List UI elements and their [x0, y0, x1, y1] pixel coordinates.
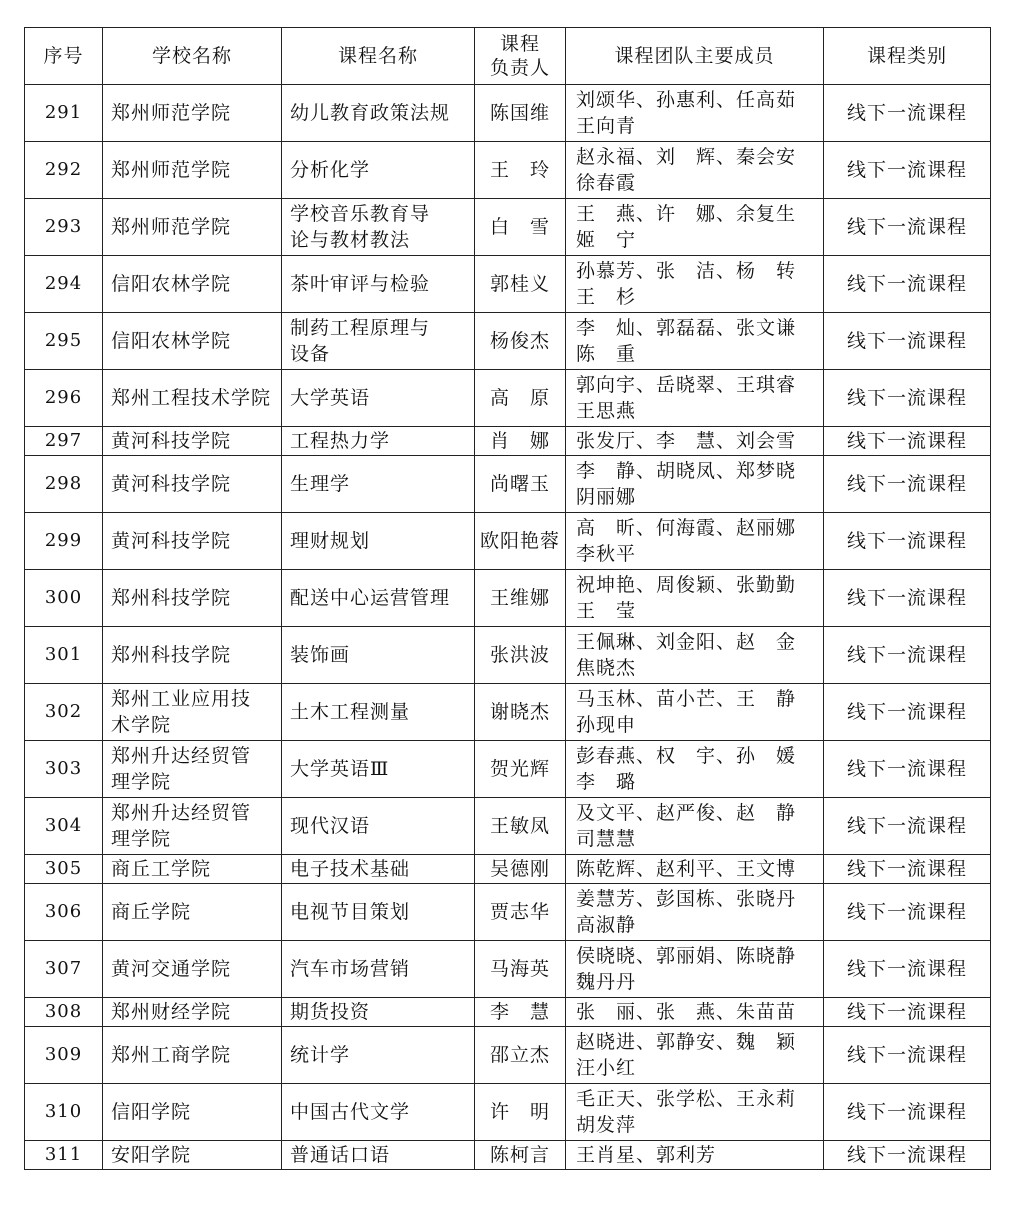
team-members-line: 侯晓晓、郭丽娟、陈晓静	[576, 945, 797, 967]
team-members-line: 张 丽、张 燕、朱苗苗	[576, 1001, 797, 1023]
course-lead: 贾志华	[475, 884, 566, 941]
course-name-line: 中国古代文学	[290, 1101, 411, 1123]
row-number: 296	[25, 370, 103, 427]
team-members-line: 王 燕、许 娜、余复生	[576, 203, 797, 225]
course-type: 线下一流课程	[824, 199, 991, 256]
team-members-line: 孙慕芳、张 洁、杨 转	[576, 260, 797, 282]
table-row	[25, 256, 991, 313]
school-name-line: 术学院	[111, 714, 172, 736]
team-members-line: 彭春燕、权 宇、孙 媛	[576, 745, 797, 767]
course-name-line: 论与教材教法	[290, 229, 411, 251]
school-name-line: 黄河科技学院	[111, 473, 232, 495]
school-name-line: 黄河科技学院	[111, 430, 232, 452]
course-name-line: 理财规划	[290, 530, 371, 552]
team-members	[566, 427, 824, 456]
course-lead: 肖 娜	[475, 427, 566, 456]
course-type: 线下一流课程	[824, 1141, 991, 1170]
course-name-line: 大学英语Ⅲ	[290, 758, 390, 780]
school-name	[103, 941, 282, 998]
school-name-line: 郑州工程技术学院	[111, 387, 272, 409]
course-type: 线下一流课程	[824, 941, 991, 998]
team-members-line: 孙现申	[576, 714, 637, 736]
team-members-line: 祝坤艳、周俊颖、张勤勤	[576, 574, 797, 596]
team-members	[566, 798, 824, 855]
course-name-line: 现代汉语	[290, 815, 371, 837]
school-name-line: 郑州师范学院	[111, 216, 232, 238]
team-members	[566, 884, 824, 941]
row-number: 308	[25, 998, 103, 1027]
course-name	[282, 884, 475, 941]
team-members-line: 李 静、胡晓凤、郑梦晓	[576, 460, 797, 482]
course-lead: 高 原	[475, 370, 566, 427]
team-members	[566, 513, 824, 570]
course-name	[282, 627, 475, 684]
course-name-line: 装饰画	[290, 644, 351, 666]
table-row	[25, 998, 991, 1027]
table-row	[25, 513, 991, 570]
course-lead: 欧阳艳蓉	[475, 513, 566, 570]
course-lead: 贺光辉	[475, 741, 566, 798]
course-name	[282, 370, 475, 427]
team-members-line: 王 杉	[576, 286, 637, 308]
course-name	[282, 513, 475, 570]
row-number: 300	[25, 570, 103, 627]
team-members-line: 李 灿、郭磊磊、张文谦	[576, 317, 797, 339]
team-members	[566, 85, 824, 142]
row-number: 309	[25, 1027, 103, 1084]
school-name-line: 郑州工商学院	[111, 1044, 232, 1066]
header-lead	[475, 28, 566, 85]
school-name	[103, 313, 282, 370]
team-members-line: 焦晓杰	[576, 657, 637, 679]
team-members	[566, 684, 824, 741]
course-lead: 郭桂义	[475, 256, 566, 313]
team-members-line: 李 璐	[576, 771, 637, 793]
row-number: 295	[25, 313, 103, 370]
header-members: 课程团队主要成员	[566, 28, 824, 85]
table-row	[25, 627, 991, 684]
school-name-line: 郑州升达经贸管	[111, 745, 252, 767]
team-members-line: 及文平、赵严俊、赵 静	[576, 802, 797, 824]
school-name-line: 安阳学院	[111, 1144, 192, 1166]
course-type: 线下一流课程	[824, 998, 991, 1027]
row-number: 304	[25, 798, 103, 855]
table-row	[25, 427, 991, 456]
header-row	[25, 28, 991, 85]
team-members-line: 汪小红	[576, 1057, 637, 1079]
table-row	[25, 1141, 991, 1170]
course-name-line: 生理学	[290, 473, 351, 495]
school-name	[103, 513, 282, 570]
school-name-line: 郑州科技学院	[111, 587, 232, 609]
team-members-line: 胡发萍	[576, 1114, 637, 1136]
course-lead: 王 玲	[475, 142, 566, 199]
course-name	[282, 313, 475, 370]
team-members-line: 赵永福、刘 辉、秦会安	[576, 146, 797, 168]
school-name	[103, 85, 282, 142]
school-name	[103, 684, 282, 741]
row-number: 303	[25, 741, 103, 798]
course-type: 线下一流课程	[824, 256, 991, 313]
course-name-line: 配送中心运营管理	[290, 587, 451, 609]
course-name-line: 汽车市场营销	[290, 958, 411, 980]
school-name-line: 郑州师范学院	[111, 159, 232, 181]
school-name-line: 商丘工学院	[111, 858, 212, 880]
course-type: 线下一流课程	[824, 884, 991, 941]
team-members-line: 王肖星、郭利芳	[576, 1144, 717, 1166]
course-type: 线下一流课程	[824, 370, 991, 427]
course-name-line: 统计学	[290, 1044, 351, 1066]
course-type: 线下一流课程	[824, 570, 991, 627]
row-number: 292	[25, 142, 103, 199]
school-name	[103, 884, 282, 941]
team-members-line: 陈 重	[576, 343, 637, 365]
course-type: 线下一流课程	[824, 142, 991, 199]
row-number: 306	[25, 884, 103, 941]
course-type: 线下一流课程	[824, 1027, 991, 1084]
row-number: 307	[25, 941, 103, 998]
school-name-line: 郑州财经学院	[111, 1001, 232, 1023]
course-lead: 尚曙玉	[475, 456, 566, 513]
row-number: 293	[25, 199, 103, 256]
row-number: 298	[25, 456, 103, 513]
team-members-line: 郭向宇、岳晓翠、王琪睿	[576, 374, 797, 396]
course-type: 线下一流课程	[824, 855, 991, 884]
table-row	[25, 941, 991, 998]
team-members	[566, 627, 824, 684]
course-name	[282, 1084, 475, 1141]
team-members	[566, 1084, 824, 1141]
school-name	[103, 627, 282, 684]
course-name-line: 大学英语	[290, 387, 371, 409]
course-name	[282, 684, 475, 741]
row-number: 305	[25, 855, 103, 884]
header-lead-line: 课程	[499, 33, 540, 55]
team-members	[566, 998, 824, 1027]
school-name-line: 商丘学院	[111, 901, 192, 923]
course-lead: 白 雪	[475, 199, 566, 256]
school-name-line: 信阳农林学院	[111, 330, 232, 352]
header-no: 序号	[25, 28, 103, 85]
team-members-line: 王思燕	[576, 400, 637, 422]
course-name	[282, 1141, 475, 1170]
team-members	[566, 199, 824, 256]
course-name-line: 分析化学	[290, 159, 371, 181]
team-members-line: 张发厅、李 慧、刘会雪	[576, 430, 797, 452]
course-lead: 邵立杰	[475, 1027, 566, 1084]
course-table	[24, 27, 991, 1170]
row-number: 302	[25, 684, 103, 741]
course-type: 线下一流课程	[824, 456, 991, 513]
header-school: 学校名称	[103, 28, 282, 85]
team-members	[566, 313, 824, 370]
team-members	[566, 456, 824, 513]
row-number: 297	[25, 427, 103, 456]
table-row	[25, 684, 991, 741]
course-name-line: 普通话口语	[290, 1144, 391, 1166]
course-lead: 许 明	[475, 1084, 566, 1141]
table-row	[25, 855, 991, 884]
course-lead: 吴德刚	[475, 855, 566, 884]
table-body	[25, 85, 991, 1170]
team-members-line: 高淑静	[576, 914, 637, 936]
course-type: 线下一流课程	[824, 427, 991, 456]
school-name	[103, 570, 282, 627]
team-members-line: 王佩琳、刘金阳、赵 金	[576, 631, 797, 653]
team-members-line: 司慧慧	[576, 828, 637, 850]
header-course: 课程名称	[282, 28, 475, 85]
course-name	[282, 199, 475, 256]
course-type: 线下一流课程	[824, 627, 991, 684]
team-members-line: 毛正天、张学松、王永莉	[576, 1088, 797, 1110]
school-name-line: 郑州师范学院	[111, 102, 232, 124]
table-row	[25, 456, 991, 513]
table-row	[25, 570, 991, 627]
course-lead: 杨俊杰	[475, 313, 566, 370]
course-lead: 李 慧	[475, 998, 566, 1027]
course-name	[282, 998, 475, 1027]
course-type: 线下一流课程	[824, 798, 991, 855]
school-name-line: 黄河科技学院	[111, 530, 232, 552]
team-members-line: 李秋平	[576, 543, 637, 565]
course-name	[282, 85, 475, 142]
school-name-line: 郑州科技学院	[111, 644, 232, 666]
course-type: 线下一流课程	[824, 684, 991, 741]
team-members	[566, 370, 824, 427]
course-name	[282, 741, 475, 798]
course-name	[282, 456, 475, 513]
course-name	[282, 855, 475, 884]
table-row	[25, 741, 991, 798]
school-name-line: 信阳农林学院	[111, 273, 232, 295]
course-name	[282, 798, 475, 855]
school-name	[103, 456, 282, 513]
team-members-line: 姬 宁	[576, 229, 637, 251]
school-name	[103, 1084, 282, 1141]
school-name-line: 理学院	[111, 828, 172, 850]
team-members-line: 高 昕、何海霞、赵丽娜	[576, 517, 797, 539]
team-members-line: 马玉林、苗小芒、王 静	[576, 688, 797, 710]
table-row	[25, 370, 991, 427]
course-name	[282, 1027, 475, 1084]
row-number: 311	[25, 1141, 103, 1170]
header-lead-line: 负责人	[489, 57, 550, 79]
team-members-line: 王向青	[576, 115, 637, 137]
team-members-line: 王 莹	[576, 600, 637, 622]
course-name-line: 设备	[290, 343, 331, 365]
school-name	[103, 427, 282, 456]
table-row	[25, 884, 991, 941]
course-lead: 张洪波	[475, 627, 566, 684]
school-name	[103, 142, 282, 199]
team-members	[566, 941, 824, 998]
course-type: 线下一流课程	[824, 85, 991, 142]
team-members-line: 徐春霞	[576, 172, 637, 194]
course-lead: 王敏凤	[475, 798, 566, 855]
course-name-line: 幼儿教育政策法规	[290, 102, 451, 124]
course-lead: 陈国维	[475, 85, 566, 142]
course-type: 线下一流课程	[824, 513, 991, 570]
school-name-line: 黄河交通学院	[111, 958, 232, 980]
course-lead: 陈柯言	[475, 1141, 566, 1170]
team-members	[566, 142, 824, 199]
course-lead: 谢晓杰	[475, 684, 566, 741]
course-type: 线下一流课程	[824, 741, 991, 798]
school-name	[103, 798, 282, 855]
course-name	[282, 570, 475, 627]
school-name-line: 郑州工业应用技	[111, 688, 252, 710]
table-row	[25, 313, 991, 370]
team-members-line: 赵晓进、郭静安、魏 颖	[576, 1031, 797, 1053]
team-members-line: 魏丹丹	[576, 971, 637, 993]
row-number: 294	[25, 256, 103, 313]
school-name	[103, 370, 282, 427]
row-number: 310	[25, 1084, 103, 1141]
table-row	[25, 85, 991, 142]
school-name-line: 理学院	[111, 771, 172, 793]
team-members	[566, 1141, 824, 1170]
row-number: 299	[25, 513, 103, 570]
team-members-line: 姜慧芳、彭国栋、张晓丹	[576, 888, 797, 910]
course-name-line: 学校音乐教育导	[290, 203, 431, 225]
school-name	[103, 1027, 282, 1084]
table-row	[25, 798, 991, 855]
course-name	[282, 427, 475, 456]
row-number: 291	[25, 85, 103, 142]
school-name-line: 信阳学院	[111, 1101, 192, 1123]
team-members-line: 陈乾辉、赵利平、王文博	[576, 858, 797, 880]
team-members	[566, 741, 824, 798]
header-type: 课程类别	[824, 28, 991, 85]
course-name	[282, 941, 475, 998]
row-number: 301	[25, 627, 103, 684]
team-members	[566, 256, 824, 313]
table-row	[25, 142, 991, 199]
team-members-line: 刘颂华、孙惠利、任高茹	[576, 89, 797, 111]
course-name	[282, 142, 475, 199]
team-members	[566, 855, 824, 884]
course-name-line: 期货投资	[290, 1001, 371, 1023]
school-name	[103, 741, 282, 798]
team-members	[566, 1027, 824, 1084]
course-name-line: 土木工程测量	[290, 701, 411, 723]
school-name	[103, 998, 282, 1027]
course-list-sheet	[24, 27, 991, 1170]
school-name	[103, 1141, 282, 1170]
course-lead: 马海英	[475, 941, 566, 998]
school-name	[103, 256, 282, 313]
course-lead: 王维娜	[475, 570, 566, 627]
course-name-line: 工程热力学	[290, 430, 391, 452]
course-type: 线下一流课程	[824, 313, 991, 370]
course-name-line: 制药工程原理与	[290, 317, 431, 339]
school-name	[103, 199, 282, 256]
course-name-line: 电视节目策划	[290, 901, 411, 923]
table-row	[25, 1084, 991, 1141]
course-type: 线下一流课程	[824, 1084, 991, 1141]
school-name	[103, 855, 282, 884]
team-members	[566, 570, 824, 627]
course-name-line: 电子技术基础	[290, 858, 411, 880]
course-name-line: 茶叶审评与检验	[290, 273, 431, 295]
course-name	[282, 256, 475, 313]
table-row	[25, 199, 991, 256]
team-members-line: 阴丽娜	[576, 486, 637, 508]
table-row	[25, 1027, 991, 1084]
school-name-line: 郑州升达经贸管	[111, 802, 252, 824]
